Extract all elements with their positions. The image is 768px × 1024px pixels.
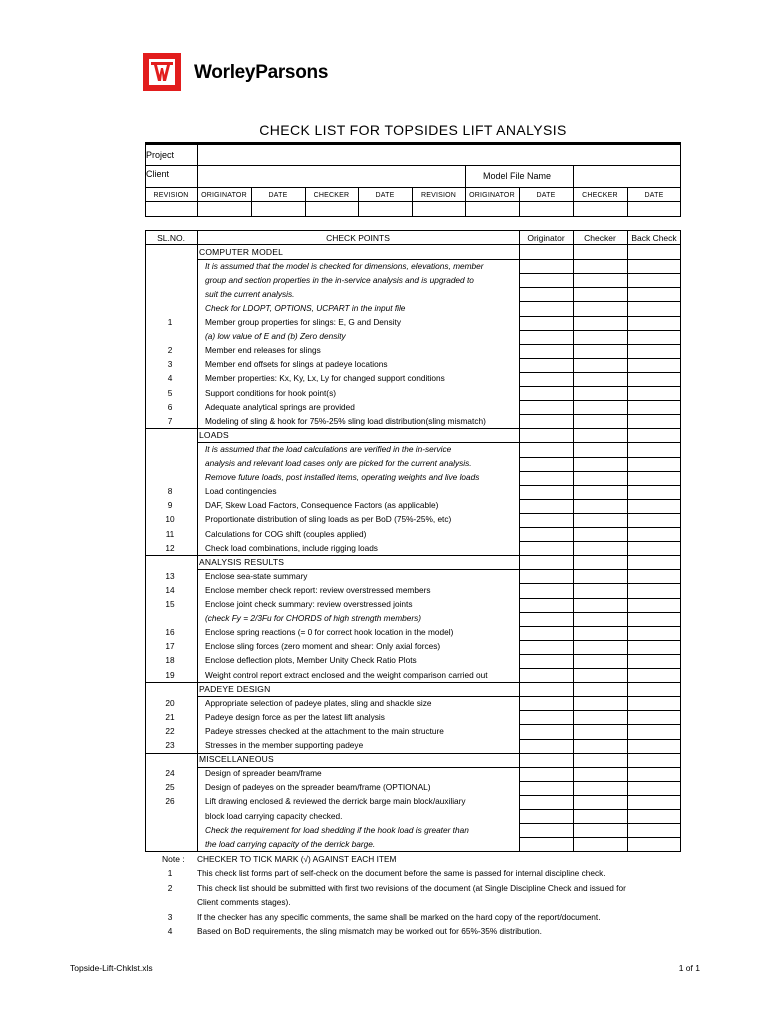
tick-cell-back-check[interactable]: [628, 260, 680, 272]
tick-cell-originator[interactable]: [520, 246, 572, 258]
check-note: (a) low value of E and (b) Zero density: [205, 331, 346, 342]
tick-cell-back-check[interactable]: [628, 458, 680, 470]
tick-cell-back-check[interactable]: [628, 824, 680, 836]
tick-cell-checker[interactable]: [574, 302, 626, 314]
check-item: Padeye stresses checked at the attachment to the main structure: [205, 725, 444, 736]
tick-cell-checker[interactable]: [574, 331, 626, 343]
check-note: suit the current analysis.: [205, 288, 295, 299]
tick-cell-back-check[interactable]: [628, 711, 680, 723]
revision-entry-field[interactable]: [574, 202, 627, 216]
revision-column-header: REVISION: [153, 192, 189, 199]
tick-cell-checker[interactable]: [574, 443, 626, 455]
item-number: 16: [165, 627, 175, 638]
revision-entry-field[interactable]: [466, 202, 519, 216]
item-number: 6: [167, 401, 173, 412]
tick-cell-originator[interactable]: [520, 486, 572, 498]
check-note: It is assumed that the load calculations are verified in the in-service: [205, 443, 452, 454]
tick-cell-originator[interactable]: [520, 359, 572, 371]
tick-cell-checker[interactable]: [574, 246, 626, 258]
grid-line: [197, 144, 198, 187]
tick-cell-originator[interactable]: [520, 443, 572, 455]
tick-cell-originator[interactable]: [520, 627, 572, 639]
revision-column-header: DATE: [268, 192, 288, 199]
tick-cell-checker[interactable]: [574, 697, 626, 709]
tick-cell-back-check[interactable]: [628, 415, 680, 427]
note-heading: CHECKER TO TICK MARK (√) AGAINST EACH ITEM: [197, 854, 397, 864]
tick-cell-checker[interactable]: [574, 796, 626, 808]
check-item: Design of spreader beam/frame: [205, 768, 322, 779]
tick-cell-back-check[interactable]: [628, 288, 680, 300]
item-number: 11: [165, 528, 175, 539]
item-number: 1: [167, 317, 173, 327]
check-item: Appropriate selection of padeye plates, sling and shackle size: [205, 697, 432, 708]
tick-cell-back-check[interactable]: [628, 528, 680, 540]
tick-cell-back-check[interactable]: [628, 697, 680, 709]
tick-cell-originator[interactable]: [520, 669, 572, 681]
tick-cell-back-check[interactable]: [628, 514, 680, 526]
grid-line: [145, 187, 681, 188]
check-item: DAF, Skew Load Factors, Consequence Factors (as applicable): [205, 500, 439, 511]
revision-column-header: REVISION: [420, 192, 457, 199]
tick-cell-checker[interactable]: [574, 274, 626, 286]
tick-cell-back-check[interactable]: [628, 274, 680, 286]
check-item: Lift drawing enclosed & reviewed the derrick barge main block/auxiliary: [205, 796, 466, 807]
project-field[interactable]: [199, 144, 680, 164]
tick-cell-originator[interactable]: [520, 796, 572, 808]
section-title: COMPUTER MODEL: [199, 246, 284, 257]
note-text: Based on BoD requirements, the sling mismatch may be worked out for 65%-35% distribution.: [197, 926, 542, 936]
tick-cell-back-check[interactable]: [628, 373, 680, 385]
tick-cell-checker[interactable]: [574, 556, 626, 568]
model-file-field[interactable]: [575, 166, 680, 186]
item-number: 26: [165, 796, 175, 807]
tick-cell-originator[interactable]: [520, 401, 572, 413]
client-field[interactable]: [199, 166, 464, 186]
tick-cell-originator[interactable]: [520, 641, 572, 653]
company-logo: [143, 53, 181, 91]
tick-cell-back-check[interactable]: [628, 500, 680, 512]
check-item: Enclose member check report: review overstressed members: [205, 584, 431, 595]
tick-cell-originator[interactable]: [520, 655, 572, 667]
tick-cell-back-check[interactable]: [628, 486, 680, 498]
tick-cell-checker[interactable]: [574, 317, 626, 329]
check-item: Member group properties for slings: E, G and Density: [205, 317, 401, 327]
tick-cell-checker[interactable]: [574, 528, 626, 540]
brand-name: WorleyParsons: [194, 62, 329, 83]
tick-cell-originator[interactable]: [520, 824, 572, 836]
check-item: Load contingencies: [205, 486, 277, 497]
item-number: 3: [167, 359, 173, 370]
tick-cell-back-check[interactable]: [628, 401, 680, 413]
check-item: Enclose sea-state summary: [205, 570, 308, 581]
col-header-check-points: CHECK POINTS: [326, 233, 390, 243]
item-number: 25: [165, 782, 175, 793]
check-item: Member end offsets for slings at padeye locations: [205, 359, 388, 370]
tick-cell-originator[interactable]: [520, 373, 572, 385]
item-number: 18: [165, 655, 175, 666]
tick-cell-checker[interactable]: [574, 768, 626, 780]
check-item: Enclose spring reactions (= 0 for correct hook location in the model): [205, 627, 454, 638]
check-note: (check Fy = 2/3Fu for CHORDS of high strength members): [205, 613, 422, 624]
check-item: block load carrying capacity checked.: [205, 810, 343, 821]
tick-cell-originator[interactable]: [520, 472, 572, 484]
item-number: 9: [167, 500, 173, 511]
tick-cell-checker[interactable]: [574, 373, 626, 385]
revision-entry-field[interactable]: [413, 202, 465, 216]
check-item: Member end releases for slings: [205, 345, 321, 356]
tick-cell-back-check[interactable]: [628, 683, 680, 695]
revision-entry-field[interactable]: [520, 202, 573, 216]
model-file-label: Model File Name: [483, 171, 552, 181]
tick-cell-checker[interactable]: [574, 683, 626, 695]
tick-cell-checker[interactable]: [574, 500, 626, 512]
tick-cell-originator[interactable]: [520, 345, 572, 357]
tick-cell-back-check[interactable]: [628, 345, 680, 357]
footer-page-number: 1 of 1: [678, 963, 700, 973]
section-title: PADEYE DESIGN: [199, 683, 271, 694]
check-item: Modeling of sling & hook for 75%-25% sling load distribution(sling mismatch): [205, 415, 486, 426]
tick-cell-checker[interactable]: [574, 359, 626, 371]
tick-cell-checker[interactable]: [574, 655, 626, 667]
tick-cell-originator[interactable]: [520, 542, 572, 554]
revision-column-header: ORIGINATOR: [201, 192, 247, 199]
item-number: 12: [165, 542, 175, 553]
tick-cell-checker[interactable]: [574, 514, 626, 526]
grid-line: [197, 259, 519, 260]
tick-cell-checker[interactable]: [574, 838, 626, 850]
tick-cell-originator[interactable]: [520, 584, 572, 596]
grid-line: [197, 442, 519, 443]
tick-cell-originator[interactable]: [520, 331, 572, 343]
tick-cell-checker[interactable]: [574, 711, 626, 723]
col-header-checker: Checker: [584, 233, 616, 243]
revision-column-header: CHECKER: [313, 192, 350, 199]
tick-cell-originator[interactable]: [520, 754, 572, 766]
revision-column-header: ORIGINATOR: [469, 192, 515, 199]
check-note: Check for LDOPT, OPTIONS, UCPART in the input file: [205, 302, 406, 313]
tick-cell-originator[interactable]: [520, 782, 572, 794]
tick-cell-back-check[interactable]: [628, 740, 680, 752]
tick-cell-back-check[interactable]: [628, 810, 680, 822]
check-item: Check load combinations, include rigging loads: [205, 542, 378, 553]
item-number: 14: [165, 584, 175, 595]
tick-cell-back-check[interactable]: [628, 570, 680, 582]
check-item: Support conditions for hook point(s): [205, 387, 336, 398]
tick-cell-checker[interactable]: [574, 415, 626, 427]
check-item: Enclose sling forces (zero moment and shear: Only axial forces): [205, 641, 441, 652]
logo-mark-icon: [149, 59, 175, 85]
tick-cell-back-check[interactable]: [628, 542, 680, 554]
check-item: Weight control report extract enclosed and the weight comparison carried out: [205, 669, 488, 680]
tick-cell-checker[interactable]: [574, 345, 626, 357]
revision-entry-field[interactable]: [198, 202, 251, 216]
tick-cell-back-check[interactable]: [628, 641, 680, 653]
tick-cell-back-check[interactable]: [628, 768, 680, 780]
grid-line: [573, 165, 574, 187]
tick-cell-checker[interactable]: [574, 429, 626, 441]
item-number: 10: [165, 514, 175, 525]
tick-cell-checker[interactable]: [574, 288, 626, 300]
tick-cell-checker[interactable]: [574, 458, 626, 470]
check-item: Enclose joint check summary: review overstressed joints: [205, 599, 413, 609]
tick-cell-back-check[interactable]: [628, 556, 680, 568]
check-item: Adequate analytical springs are provided: [205, 401, 355, 412]
tick-cell-originator[interactable]: [520, 556, 572, 568]
item-number: 15: [165, 599, 175, 609]
project-label: Project: [146, 150, 175, 160]
page-title: CHECK LIST FOR TOPSIDES LIFT ANALYSIS: [259, 122, 567, 138]
check-note: Remove future loads, post installed items, operating weights and live loads: [205, 472, 480, 483]
check-item: Padeye design force as per the latest lift analysis: [205, 711, 385, 722]
item-number: 13: [165, 570, 175, 581]
item-number: 20: [165, 697, 175, 708]
note-number: 4: [167, 926, 173, 936]
tick-cell-back-check[interactable]: [628, 782, 680, 794]
revision-entry-field[interactable]: [306, 202, 358, 216]
check-item: Proportionate distribution of sling loads as per BoD (75%-25%, etc): [205, 514, 452, 525]
check-note: the load carrying capacity of the derrick barge.: [205, 838, 376, 849]
tick-cell-checker[interactable]: [574, 641, 626, 653]
tick-cell-checker[interactable]: [574, 810, 626, 822]
check-item: Enclose deflection plots, Member Unity Check Ratio Plots: [205, 655, 417, 666]
tick-cell-back-check[interactable]: [628, 754, 680, 766]
note-label: Note :: [162, 854, 185, 864]
revision-entry-field[interactable]: [146, 202, 197, 216]
grid-line: [197, 767, 519, 768]
check-item: Design of padeyes on the spreader beam/frame (OPTIONAL): [205, 782, 431, 793]
tick-cell-originator[interactable]: [520, 683, 572, 695]
tick-cell-originator[interactable]: [520, 302, 572, 314]
tick-cell-originator[interactable]: [520, 725, 572, 737]
check-item: Member properties: Kx, Ky, Lx, Ly for changed support conditions: [205, 373, 445, 384]
section-title: LOADS: [199, 429, 229, 440]
item-number: 21: [165, 711, 175, 722]
tick-cell-originator[interactable]: [520, 711, 572, 723]
tick-cell-originator[interactable]: [520, 599, 572, 611]
tick-cell-back-check[interactable]: [628, 443, 680, 455]
tick-cell-back-check[interactable]: [628, 331, 680, 343]
tick-cell-originator[interactable]: [520, 697, 572, 709]
tick-cell-checker[interactable]: [574, 782, 626, 794]
tick-cell-originator[interactable]: [520, 514, 572, 526]
tick-cell-checker[interactable]: [574, 824, 626, 836]
grid-line: [465, 165, 466, 187]
footer-filename: Topside-Lift-Chklst.xls: [70, 963, 153, 973]
section-title: MISCELLANEOUS: [199, 754, 274, 765]
tick-cell-checker[interactable]: [574, 599, 626, 611]
tick-cell-back-check[interactable]: [628, 302, 680, 314]
tick-cell-originator[interactable]: [520, 838, 572, 850]
item-number: 23: [165, 740, 175, 750]
tick-cell-checker[interactable]: [574, 472, 626, 484]
tick-cell-checker[interactable]: [574, 486, 626, 498]
tick-cell-back-check[interactable]: [628, 655, 680, 667]
tick-cell-back-check[interactable]: [628, 725, 680, 737]
grid-line: [197, 230, 198, 852]
grid-line: [197, 696, 519, 697]
check-note: analysis and relevant load cases only are picked for the current analysis.: [205, 458, 472, 468]
tick-cell-back-check[interactable]: [628, 317, 680, 329]
item-number: 19: [165, 669, 175, 680]
note-text: Client comments stages).: [197, 897, 291, 907]
item-number: 24: [165, 768, 175, 779]
tick-cell-originator[interactable]: [520, 500, 572, 512]
col-header-back-check: Back Check: [631, 233, 677, 243]
revision-entry-field[interactable]: [359, 202, 412, 216]
check-item: Calculations for COG shift (couples applied): [205, 528, 367, 539]
item-number: 5: [167, 387, 173, 398]
tick-cell-originator[interactable]: [520, 740, 572, 752]
check-item: Stresses in the member supporting padeye: [205, 740, 364, 750]
tick-cell-back-check[interactable]: [628, 472, 680, 484]
tick-cell-back-check[interactable]: [628, 599, 680, 611]
section-title: ANALYSIS RESULTS: [199, 556, 285, 567]
tick-cell-back-check[interactable]: [628, 429, 680, 441]
tick-cell-back-check[interactable]: [628, 584, 680, 596]
tick-cell-originator[interactable]: [520, 429, 572, 441]
tick-cell-checker[interactable]: [574, 627, 626, 639]
revision-column-header: DATE: [644, 192, 664, 199]
tick-cell-originator[interactable]: [520, 415, 572, 427]
tick-cell-checker[interactable]: [574, 725, 626, 737]
tick-cell-originator[interactable]: [520, 570, 572, 582]
grid-line: [197, 569, 519, 570]
revision-column-header: CHECKER: [582, 192, 618, 199]
tick-cell-originator[interactable]: [520, 317, 572, 329]
tick-cell-checker[interactable]: [574, 584, 626, 596]
tick-cell-back-check[interactable]: [628, 246, 680, 258]
check-note: Check the requirement for load shedding if the hook load is greater than: [205, 824, 469, 835]
tick-cell-checker[interactable]: [574, 542, 626, 554]
item-number: 22: [165, 725, 175, 736]
tick-cell-back-check[interactable]: [628, 359, 680, 371]
revision-entry-field[interactable]: [628, 202, 681, 216]
tick-cell-back-check[interactable]: [628, 838, 680, 850]
tick-cell-originator[interactable]: [520, 613, 572, 625]
tick-cell-originator[interactable]: [520, 288, 572, 300]
item-number: 8: [167, 486, 173, 497]
note-text: This check list should be submitted with first two revisions of the document (at Single Discipline Check and issued for: [197, 882, 626, 893]
check-note: group and section properties in the in-service analysis and is upgraded to: [205, 274, 474, 285]
tick-cell-back-check[interactable]: [628, 669, 680, 681]
tick-cell-originator[interactable]: [520, 274, 572, 286]
tick-cell-originator[interactable]: [520, 260, 572, 272]
revision-column-header: DATE: [536, 192, 556, 199]
tick-cell-originator[interactable]: [520, 458, 572, 470]
tick-cell-checker[interactable]: [574, 401, 626, 413]
tick-cell-checker[interactable]: [574, 754, 626, 766]
note-text: If the checker has any specific comments, the same shall be marked on the hard copy of the report/document.: [197, 911, 601, 922]
item-number: 4: [167, 373, 173, 384]
item-number: 17: [165, 641, 175, 652]
item-number: 7: [167, 415, 173, 426]
grid-line: [145, 244, 681, 245]
tick-cell-back-check[interactable]: [628, 387, 680, 399]
tick-cell-checker[interactable]: [574, 613, 626, 625]
revision-column-header: DATE: [375, 192, 395, 199]
note-number: 1: [167, 868, 173, 878]
client-label: Client: [146, 169, 170, 179]
tick-cell-checker[interactable]: [574, 570, 626, 582]
tick-cell-checker[interactable]: [574, 260, 626, 272]
tick-cell-originator[interactable]: [520, 528, 572, 540]
col-header-originator: Originator: [527, 233, 565, 243]
tick-cell-checker[interactable]: [574, 740, 626, 752]
tick-cell-back-check[interactable]: [628, 613, 680, 625]
col-header-slno: SL.NO.: [157, 233, 185, 243]
tick-cell-back-check[interactable]: [628, 627, 680, 639]
item-number: 2: [167, 345, 173, 356]
note-number: 2: [167, 882, 173, 893]
note-number: 3: [167, 911, 173, 922]
tick-cell-originator[interactable]: [520, 387, 572, 399]
tick-cell-originator[interactable]: [520, 768, 572, 780]
revision-entry-field[interactable]: [252, 202, 305, 216]
note-text: This check list forms part of self-check on the document before the same is passed for internal discipline check.: [197, 868, 606, 878]
tick-cell-checker[interactable]: [574, 387, 626, 399]
check-note: It is assumed that the model is checked for dimensions, elevations, member: [205, 260, 484, 271]
tick-cell-back-check[interactable]: [628, 796, 680, 808]
tick-cell-checker[interactable]: [574, 669, 626, 681]
tick-cell-originator[interactable]: [520, 810, 572, 822]
